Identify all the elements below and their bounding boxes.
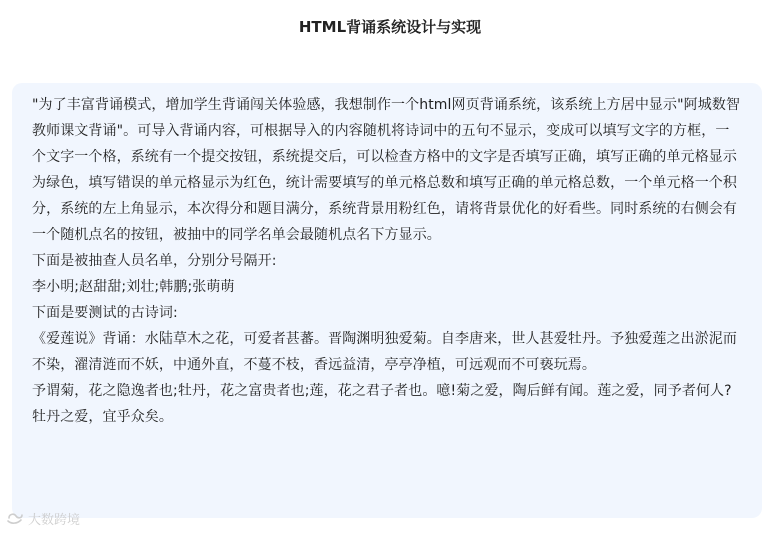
message-paragraph-poem-part-1: 《爱莲说》背诵：水陆草木之花，可爱者甚蕃。晋陶渊明独爱菊。自李唐来，世人甚爱牡丹。予独爱莲之出淤泥而不染，濯清涟而不妖，中通外直，不蔓不枝，香远益清，亭亭净植，可远观而不可亵玩焉。 bbox=[32, 331, 737, 373]
message-paragraph-request: "为了丰富背诵模式，增加学生背诵闯关体验感，我想制作一个html网页背诵系统，该系统上方居中显示"阿城数智教师课文背诵"。可导入背诵内容，可根据导入的内容随机将诗词中的五句不显示，变成可以填写文字的方框，一个文字一个格，系统有一个提交按钮，系统提交后，可以检查方格中的文字是否填写正确，填写正确的单元格显示为绿色，填写错误的单元格显示为红色，统计需要填写的单元格总数和填写正确的单元格总数，一个单元格一个积分，系统的左上角显示，本次得分和题目满分，系统背景用粉红色，请将背景优化的好看些。同时系统的右侧会有一个随机点名的按钮，被抽中的同学名单会最随机点名下方显示。 bbox=[32, 97, 741, 243]
watermark-text: 大数跨境 bbox=[28, 512, 81, 528]
message-paragraph-poem-intro: 下面是要测试的古诗词: bbox=[32, 305, 178, 321]
message-paragraph-roster: 李小明;赵甜甜;刘壮;韩鹏;张萌萌 bbox=[32, 279, 235, 295]
user-message-bubble bbox=[12, 83, 762, 518]
message-paragraph-roster-intro: 下面是被抽查人员名单，分别分号隔开: bbox=[32, 253, 277, 269]
message-paragraph-poem-part-2: 予谓菊，花之隐逸者也;牡丹，花之富贵者也;莲，花之君子者也。噫!菊之爱，陶后鲜有闻。莲之爱，同予者何人?牡丹之爱，宜乎众矣。 bbox=[32, 383, 732, 425]
watermark bbox=[6, 508, 80, 528]
page-title: HTML背诵系统设计与实现 bbox=[298, 18, 482, 36]
watermark-logo-icon bbox=[6, 511, 24, 525]
